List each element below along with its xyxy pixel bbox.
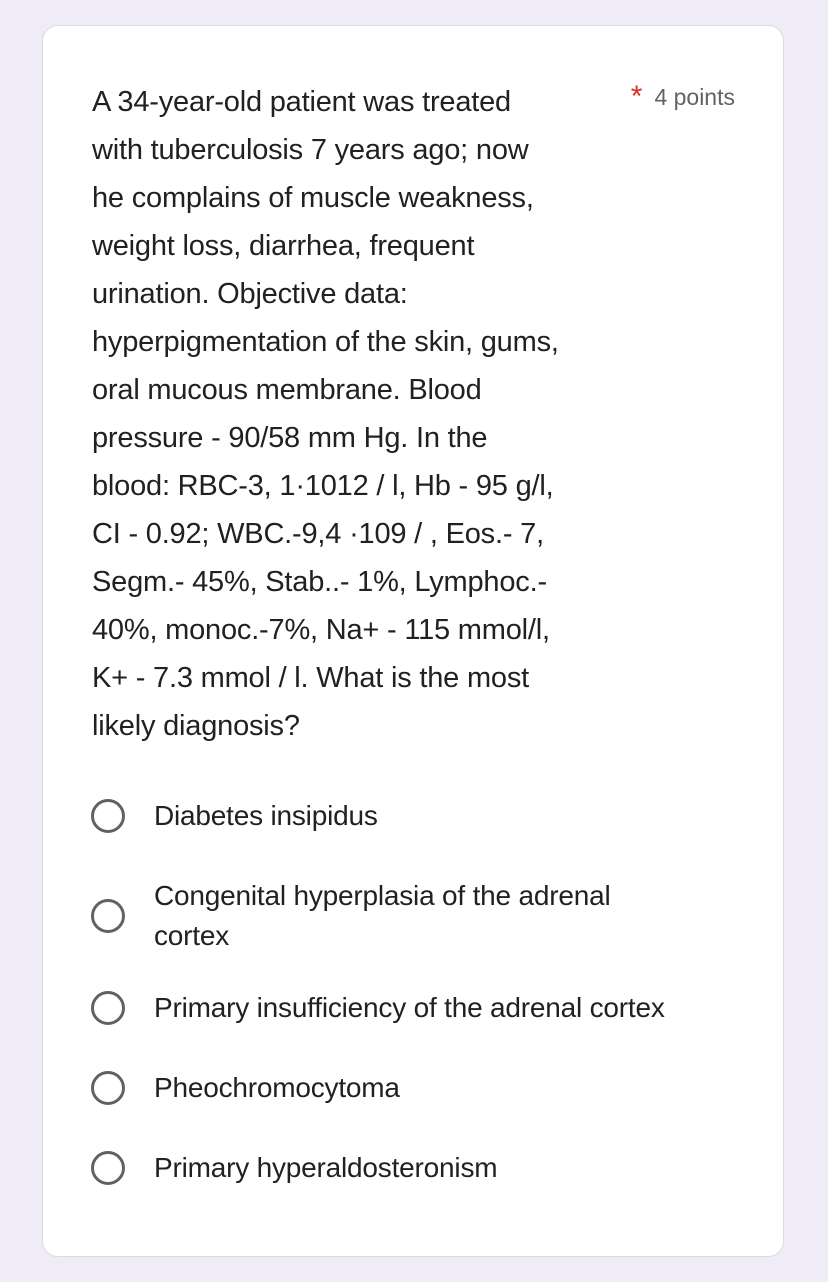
option-primary-hyperaldosteronism[interactable] [91,1148,751,1188]
radio-button[interactable] [91,1071,125,1105]
question-text: A 34-year-old patient was treated with tuberculosis 7 years ago; now he complains of muscle weakness, weight loss, diarrhea, frequent urination. Objective data: hyperpigmentation of the skin, gums, oral mucous membrane. Blood pressure - 90/58 mm Hg. In the blood: RBC-3, 1·1012 / l, Hb - 95 g/l, CI - 0.92; WBC.-9,4 ·109 / , Eos.- 7, Segm.- 45%, Stab..- 1%, Lymphoc.- 40%, monoc.-7%, Na+ - 115 mmol/l, K+ - 7.3 mmol / l. What is the most likely diagnosis? [92,86,559,742]
required-asterisk: * [630,80,643,113]
option-label: Pheochromocytoma [154,1072,400,1103]
option-label: Primary insufficiency of the adrenal cortex [154,992,665,1023]
option-congenital-hyperplasia[interactable] [91,876,751,956]
radio-button[interactable] [91,991,125,1025]
answer-options [91,796,751,1188]
option-label: Diabetes insipidus [154,800,378,831]
radio-button[interactable] [91,1151,125,1185]
points-label: 4 points [654,84,735,110]
option-label: Primary hyperaldosteronism [154,1152,498,1183]
option-primary-insufficiency[interactable] [91,988,751,1028]
points-indicator [630,80,735,113]
option-diabetes-insipidus[interactable] [91,796,751,836]
radio-button[interactable] [91,899,125,933]
question-card [42,25,784,1257]
option-label: Congenital hyperplasia of the adrenal cortex [154,880,611,951]
option-pheochromocytoma[interactable] [91,1068,751,1108]
radio-button[interactable] [91,799,125,833]
